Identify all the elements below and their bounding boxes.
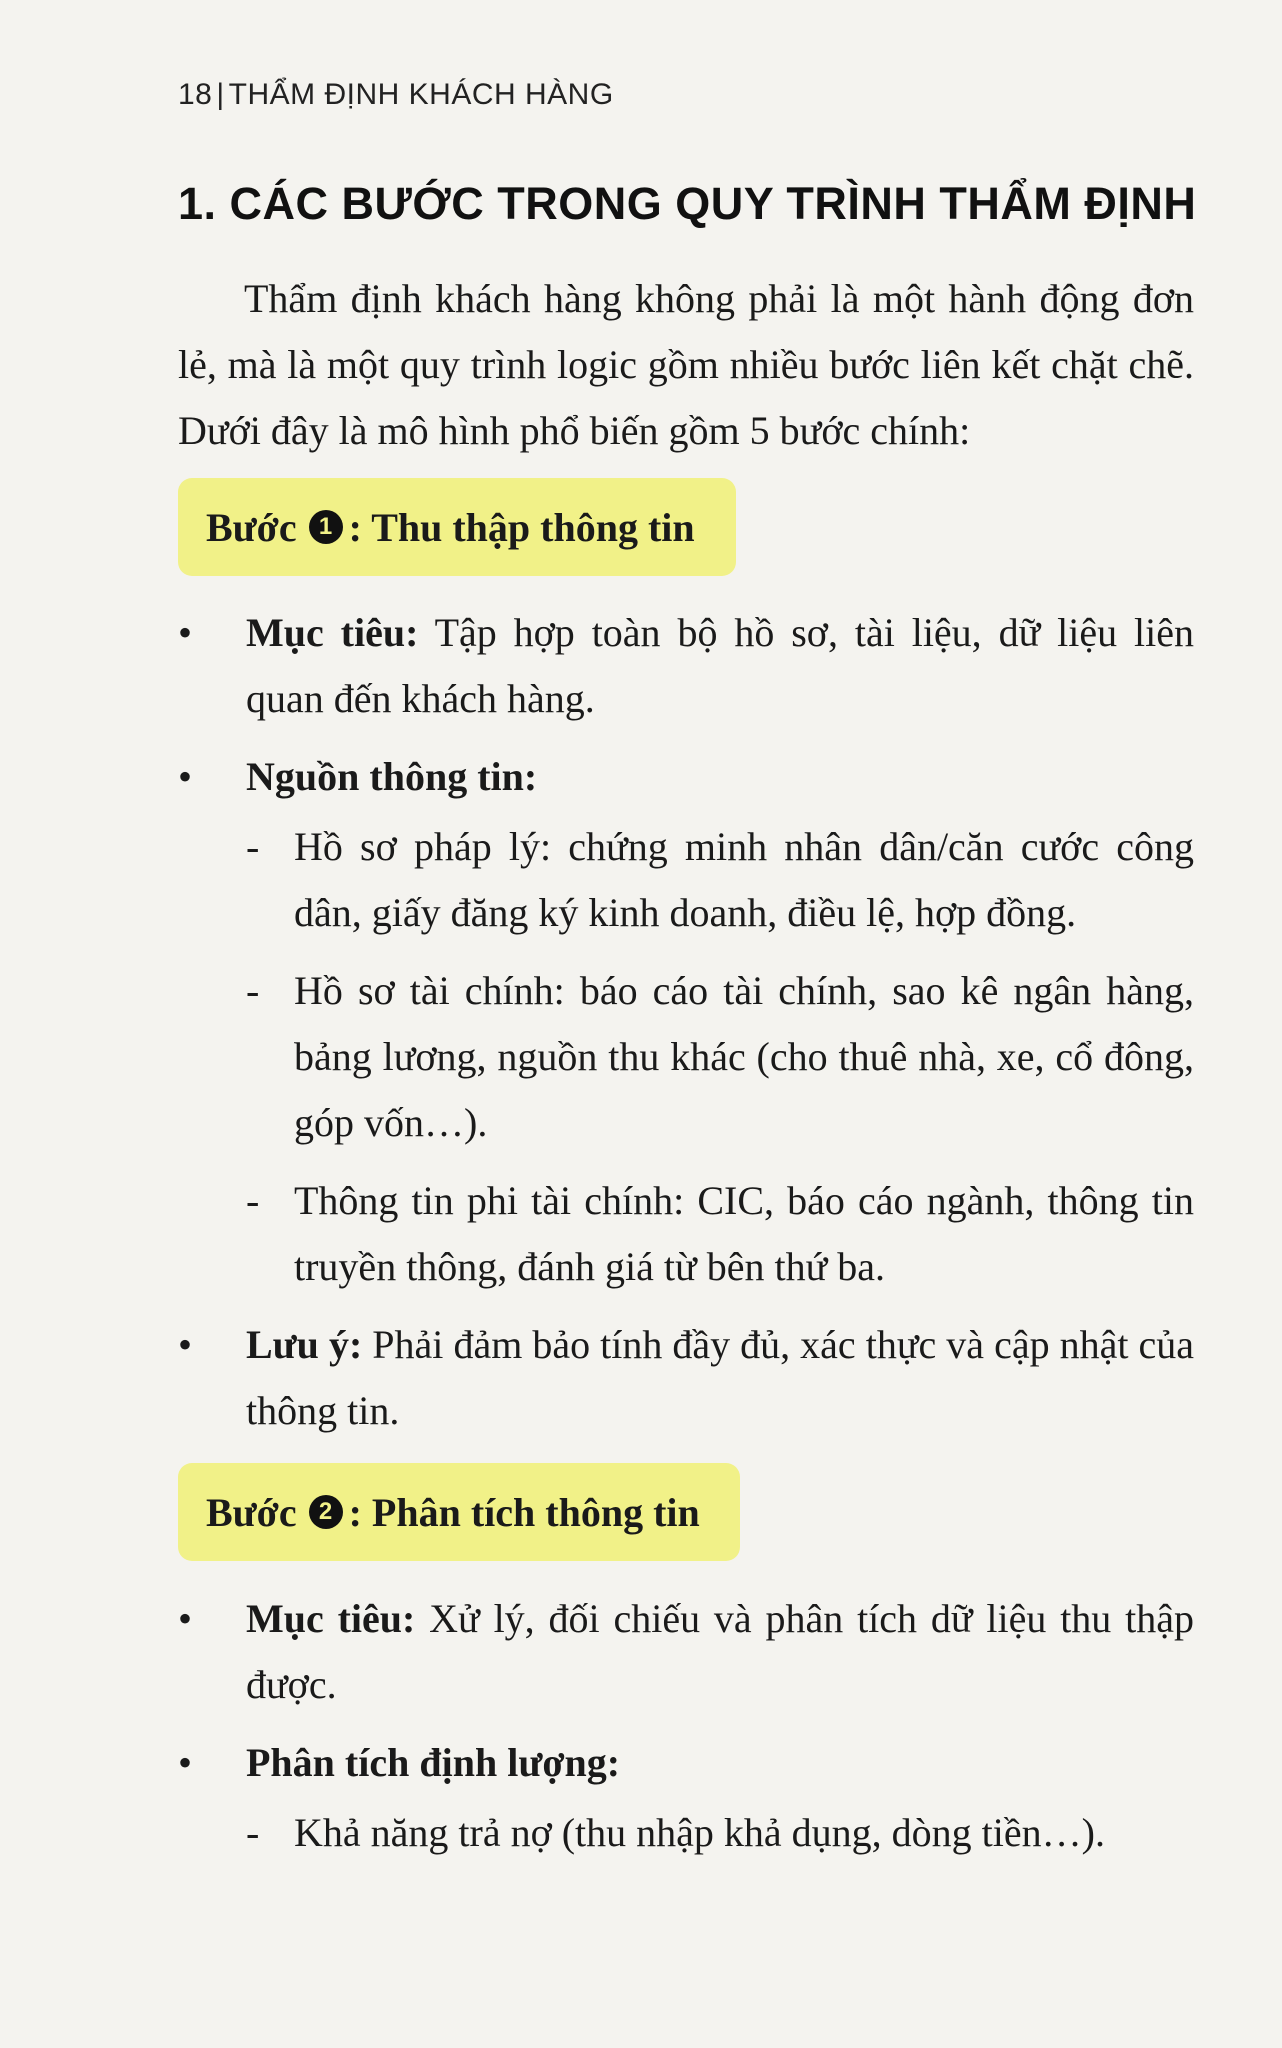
step-2-heading [178, 1463, 740, 1561]
item-text: Xử lý, đối chiếu và phân tích dữ liệu thu thập được. [246, 1596, 1194, 1707]
header-separator: | [216, 78, 225, 111]
step-1-number-badge: 1 [309, 510, 343, 544]
step-2-number-badge: 2 [309, 1495, 343, 1529]
item-text: Phải đảm bảo tính đầy đủ, xác thực và cập nhật của thông tin. [246, 1322, 1195, 1433]
book-title: THẨM ĐỊNH KHÁCH HÀNG [228, 78, 614, 111]
list-item [178, 744, 1194, 1300]
sublist-item: - Khả năng trả nợ (thu nhập khả dụng, dòng tiền…). [246, 1800, 1194, 1866]
step-2-list [178, 1586, 1194, 1878]
running-header [178, 78, 614, 112]
item-label: Mục tiêu: [246, 610, 419, 655]
list-item [178, 1730, 1194, 1866]
item-label: Phân tích định lượng: [246, 1740, 621, 1785]
quant-sublist [246, 1800, 1194, 1866]
sources-sublist [246, 814, 1194, 1300]
step-1-list [178, 600, 1194, 1456]
step-2-prefix: Bước [206, 1489, 297, 1535]
step-2-title: : Phân tích thông tin [348, 1489, 700, 1535]
page-number: 18 [178, 78, 213, 111]
item-text: Tập hợp toàn bộ hồ sơ, tài liệu, dữ liệu liên quan đến khách hàng. [246, 610, 1194, 721]
sublist-item: - Hồ sơ pháp lý: chứng minh nhân dân/căn cước công dân, giấy đăng ký kinh doanh, điều lệ, hợp đồng. [246, 814, 1194, 946]
list-item [178, 1586, 1194, 1718]
item-label: Lưu ý: [246, 1322, 363, 1367]
step-1-heading [178, 478, 736, 576]
intro-paragraph: Thẩm định khách hàng không phải là một hành động đơn lẻ, mà là một quy trình logic gồm nhiều bước liên kết chặt chẽ. Dưới đây là mô hình phổ biến gồm 5 bước chính: [178, 276, 1194, 453]
sublist-item: - Thông tin phi tài chính: CIC, báo cáo ngành, thông tin truyền thông, đánh giá từ bên thứ ba. [246, 1168, 1194, 1300]
list-item [178, 600, 1194, 732]
sublist-item: - Hồ sơ tài chính: báo cáo tài chính, sao kê ngân hàng, bảng lương, nguồn thu khác (cho thuê nhà, xe, cổ đông, góp vốn…). [246, 958, 1194, 1156]
item-label: Nguồn thông tin: [246, 754, 538, 799]
list-item [178, 1312, 1194, 1444]
item-label: Mục tiêu: [246, 1596, 416, 1641]
section-title: 1. CÁC BƯỚC TRONG QUY TRÌNH THẨM ĐỊNH [178, 178, 1197, 229]
step-1-title: : Thu thập thông tin [348, 504, 695, 550]
step-1-prefix: Bước [206, 504, 297, 550]
